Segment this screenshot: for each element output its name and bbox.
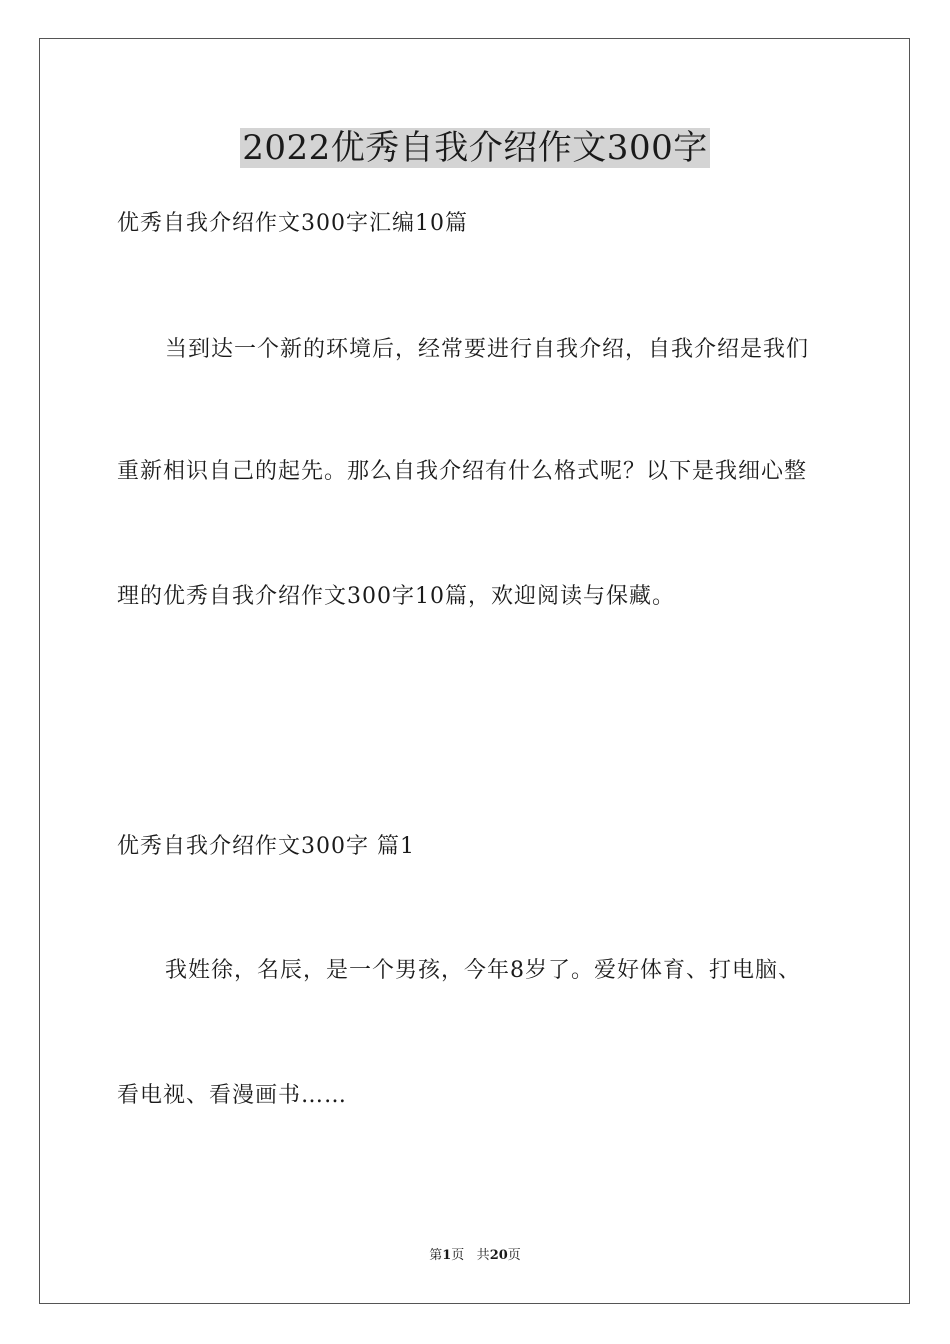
document-title-container [0, 126, 950, 170]
document-subtitle: 优秀自我介绍作文300字汇编10篇 [117, 211, 468, 236]
footer-total-pages: 20 [489, 1248, 508, 1263]
intro-line-3: 理的优秀自我介绍作文300字10篇，欢迎阅读与保藏。 [117, 584, 675, 609]
footer-total-suffix: 页 [507, 1248, 521, 1263]
document-title: 2022优秀自我介绍作文300字 [242, 128, 708, 168]
section-heading: 优秀自我介绍作文300字 篇1 [117, 834, 415, 859]
footer-page-suffix: 页 [451, 1248, 465, 1263]
intro-line-1: 当到达一个新的环境后，经常要进行自我介绍，自我介绍是我们 [165, 337, 810, 362]
footer-page-number: 1 [442, 1248, 452, 1263]
section-line-2: 看电视、看漫画书…… [117, 1083, 348, 1108]
page-footer [0, 1246, 950, 1266]
section-line-1: 我姓徐，名辰，是一个男孩，今年8岁了。爱好体育、打电脑、 [165, 958, 801, 983]
footer-total-prefix: 共 [476, 1248, 490, 1263]
intro-line-2: 重新相识自己的起先。那么自我介绍有什么格式呢？以下是我细心整 [117, 459, 808, 484]
footer-page-prefix: 第 [429, 1248, 443, 1263]
